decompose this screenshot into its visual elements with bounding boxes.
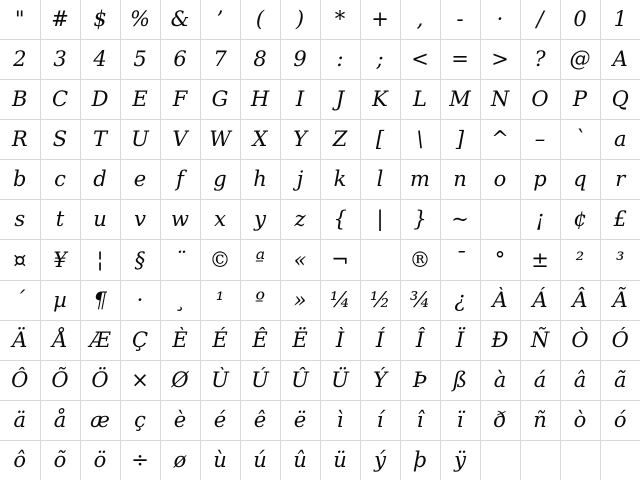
glyph-cell[interactable]: t [40, 200, 80, 240]
glyph-cell[interactable]: C [40, 79, 80, 119]
glyph-row [0, 280, 640, 320]
glyph-cell[interactable]: « [280, 240, 320, 280]
glyph-cell[interactable]: Ì [320, 320, 360, 360]
glyph-cell[interactable]: ó [600, 401, 640, 441]
glyph-cell[interactable]: A [600, 39, 640, 79]
glyph-cell[interactable]: r [600, 160, 640, 200]
glyph-cell[interactable]: ? [520, 39, 560, 79]
glyph-cell[interactable]: ³ [600, 240, 640, 280]
glyph-cell[interactable]: | [360, 200, 400, 240]
glyph-row [0, 160, 640, 200]
glyph-cell[interactable]: ¿ [440, 280, 480, 320]
glyph-cell[interactable]: c [40, 160, 80, 200]
glyph-cell[interactable]: - [440, 0, 480, 39]
glyph-cell[interactable]: / [520, 0, 560, 39]
glyph-row [0, 320, 640, 360]
glyph-cell[interactable]: = [440, 39, 480, 79]
glyph-cell[interactable]: T [80, 120, 120, 160]
glyph-cell[interactable]: " [0, 0, 40, 39]
glyph-cell[interactable]: ´ [0, 280, 40, 320]
glyph-cell[interactable]: Â [560, 280, 600, 320]
glyph-cell[interactable] [480, 441, 520, 480]
glyph-cell[interactable]: ï [440, 401, 480, 441]
glyph-cell[interactable]: £ [600, 200, 640, 240]
glyph-cell[interactable]: » [280, 280, 320, 320]
glyph-cell[interactable]: $ [80, 0, 120, 39]
glyph-cell[interactable]: ² [560, 240, 600, 280]
glyph-cell[interactable]: ò [560, 401, 600, 441]
glyph-cell[interactable]: , [400, 0, 440, 39]
glyph-cell[interactable]: ± [520, 240, 560, 280]
glyph-cell[interactable]: Æ [80, 320, 120, 360]
glyph-cell[interactable]: O [520, 79, 560, 119]
glyph-cell[interactable] [600, 441, 640, 480]
glyph-cell[interactable]: E [120, 79, 160, 119]
glyph-cell[interactable]: ¦ [80, 240, 120, 280]
glyph-cell[interactable]: ü [320, 441, 360, 480]
glyph-cell[interactable]: × [120, 360, 160, 400]
glyph-cell[interactable]: g [200, 160, 240, 200]
glyph-cell[interactable]: æ [80, 401, 120, 441]
glyph-cell[interactable]: Q [600, 79, 640, 119]
glyph-cell[interactable]: # [40, 0, 80, 39]
glyph-cell[interactable]: Ö [80, 360, 120, 400]
glyph-cell[interactable]: Ý [360, 360, 400, 400]
glyph-cell[interactable]: q [560, 160, 600, 200]
glyph-cell[interactable]: Ê [240, 320, 280, 360]
glyph-cell[interactable]: ø [160, 441, 200, 480]
glyph-cell[interactable]: > [480, 39, 520, 79]
glyph-cell[interactable]: 9 [280, 39, 320, 79]
glyph-cell[interactable]: m [400, 160, 440, 200]
glyph-cell[interactable]: \ [400, 120, 440, 160]
glyph-cell[interactable]: } [400, 200, 440, 240]
glyph-cell[interactable]: y [240, 200, 280, 240]
glyph-cell[interactable]: f [160, 160, 200, 200]
glyph-cell[interactable]: ß [440, 360, 480, 400]
glyph-cell[interactable]: P [560, 79, 600, 119]
glyph-cell[interactable]: – [520, 120, 560, 160]
glyph-cell[interactable]: ã [600, 360, 640, 400]
glyph-cell[interactable]: ¸ [160, 280, 200, 320]
glyph-cell[interactable]: ô [0, 441, 40, 480]
glyph-cell[interactable]: n [440, 160, 480, 200]
glyph-cell[interactable]: Þ [400, 360, 440, 400]
glyph-cell[interactable]: L [400, 79, 440, 119]
glyph-cell[interactable]: ö [80, 441, 120, 480]
glyph-cell[interactable]: ½ [360, 280, 400, 320]
glyph-cell[interactable]: B [0, 79, 40, 119]
glyph-cell[interactable]: Ð [480, 320, 520, 360]
glyph-cell[interactable]: ` [560, 120, 600, 160]
glyph-cell[interactable]: { [320, 200, 360, 240]
glyph-cell[interactable]: Ô [0, 360, 40, 400]
glyph-cell[interactable]: þ [400, 441, 440, 480]
glyph-cell[interactable]: É [200, 320, 240, 360]
glyph-cell[interactable]: d [80, 160, 120, 200]
glyph-row [0, 0, 640, 39]
glyph-cell[interactable]: 0 [560, 0, 600, 39]
glyph-cell[interactable]: I [280, 79, 320, 119]
glyph-cell[interactable] [360, 240, 400, 280]
glyph-cell[interactable]: Ñ [520, 320, 560, 360]
glyph-cell[interactable]: Ò [560, 320, 600, 360]
glyph-cell[interactable]: [ [360, 120, 400, 160]
glyph-cell[interactable]: ª [240, 240, 280, 280]
glyph-cell[interactable]: ¨ [160, 240, 200, 280]
glyph-row [0, 401, 640, 441]
glyph-cell[interactable]: Ü [320, 360, 360, 400]
glyph-cell[interactable]: À [480, 280, 520, 320]
glyph-cell[interactable]: ; [360, 39, 400, 79]
glyph-cell[interactable]: Y [280, 120, 320, 160]
glyph-cell[interactable]: 8 [240, 39, 280, 79]
glyph-cell[interactable]: s [0, 200, 40, 240]
glyph-row [0, 200, 640, 240]
glyph-cell[interactable]: í [360, 401, 400, 441]
glyph-cell[interactable]: à [480, 360, 520, 400]
glyph-row [0, 120, 640, 160]
glyph-cell[interactable]: ¥ [40, 240, 80, 280]
glyph-cell[interactable]: 5 [120, 39, 160, 79]
glyph-cell[interactable]: ¶ [80, 280, 120, 320]
glyph-cell[interactable]: Z [320, 120, 360, 160]
glyph-cell[interactable]: x [200, 200, 240, 240]
glyph-cell[interactable]: J [320, 79, 360, 119]
glyph-cell[interactable]: U [120, 120, 160, 160]
glyph-cell[interactable]: Ã [600, 280, 640, 320]
glyph-cell[interactable]: ý [360, 441, 400, 480]
glyph-cell[interactable]: R [0, 120, 40, 160]
glyph-cell[interactable]: K [360, 79, 400, 119]
glyph-cell[interactable]: p [520, 160, 560, 200]
glyph-cell[interactable]: î [400, 401, 440, 441]
glyph-row [0, 360, 640, 400]
glyph-cell[interactable]: Å [40, 320, 80, 360]
glyph-cell[interactable]: ( [240, 0, 280, 39]
glyph-row [0, 39, 640, 79]
glyph-cell[interactable]: h [240, 160, 280, 200]
glyph-cell[interactable]: · [480, 0, 520, 39]
glyph-cell[interactable]: ¬ [320, 240, 360, 280]
glyph-cell[interactable]: v [120, 200, 160, 240]
glyph-cell[interactable]: µ [40, 280, 80, 320]
glyph-cell[interactable]: Ä [0, 320, 40, 360]
glyph-cell[interactable]: 1 [600, 0, 640, 39]
glyph-cell[interactable]: F [160, 79, 200, 119]
glyph-cell[interactable]: j [280, 160, 320, 200]
glyph-cell[interactable]: 6 [160, 39, 200, 79]
glyph-cell[interactable]: N [480, 79, 520, 119]
glyph-cell[interactable]: ^ [480, 120, 520, 160]
glyph-cell[interactable]: 2 [0, 39, 40, 79]
glyph-cell[interactable]: © [200, 240, 240, 280]
glyph-cell[interactable]: Ù [200, 360, 240, 400]
glyph-cell[interactable]: â [560, 360, 600, 400]
glyph-cell[interactable]: ä [0, 401, 40, 441]
glyph-cell[interactable]: È [160, 320, 200, 360]
glyph-cell[interactable]: Í [360, 320, 400, 360]
glyph-cell[interactable]: å [40, 401, 80, 441]
glyph-cell[interactable]: º [240, 280, 280, 320]
glyph-cell[interactable]: Ç [120, 320, 160, 360]
glyph-cell[interactable]: Á [520, 280, 560, 320]
glyph-cell[interactable]: @ [560, 39, 600, 79]
glyph-cell[interactable]: ) [280, 0, 320, 39]
glyph-cell[interactable]: l [360, 160, 400, 200]
glyph-cell[interactable]: < [400, 39, 440, 79]
glyph-cell[interactable]: X [240, 120, 280, 160]
glyph-cell[interactable]: Ï [440, 320, 480, 360]
glyph-cell[interactable]: ¾ [400, 280, 440, 320]
glyph-cell[interactable]: á [520, 360, 560, 400]
glyph-cell[interactable]: Ø [160, 360, 200, 400]
glyph-cell[interactable]: ë [280, 401, 320, 441]
glyph-cell[interactable]: S [40, 120, 80, 160]
glyph-cell[interactable]: õ [40, 441, 80, 480]
glyph-cell[interactable] [520, 441, 560, 480]
glyph-cell[interactable]: ¢ [560, 200, 600, 240]
glyph-cell[interactable]: ÿ [440, 441, 480, 480]
glyph-cell[interactable]: ¯ [440, 240, 480, 280]
glyph-cell[interactable]: a [600, 120, 640, 160]
glyph-cell[interactable]: · [120, 280, 160, 320]
glyph-row [0, 240, 640, 280]
glyph-cell[interactable]: 7 [200, 39, 240, 79]
glyph-cell[interactable]: 4 [80, 39, 120, 79]
glyph-row [0, 79, 640, 119]
glyph-cell[interactable]: è [160, 401, 200, 441]
glyph-cell[interactable]: Ú [240, 360, 280, 400]
glyph-cell[interactable]: e [120, 160, 160, 200]
glyph-cell[interactable]: ù [200, 441, 240, 480]
glyph-cell[interactable]: ® [400, 240, 440, 280]
glyph-cell[interactable]: Ë [280, 320, 320, 360]
glyph-cell[interactable]: û [280, 441, 320, 480]
glyph-cell[interactable]: 3 [40, 39, 80, 79]
glyph-cell[interactable]: é [200, 401, 240, 441]
glyph-cell[interactable]: ç [120, 401, 160, 441]
glyph-cell[interactable]: ì [320, 401, 360, 441]
glyph-cell[interactable]: G [200, 79, 240, 119]
glyph-cell[interactable]: u [80, 200, 120, 240]
glyph-cell[interactable]: + [360, 0, 400, 39]
glyph-cell[interactable]: ° [480, 240, 520, 280]
glyph-cell[interactable]: ñ [520, 401, 560, 441]
glyph-cell[interactable]: & [160, 0, 200, 39]
glyph-cell[interactable]: o [480, 160, 520, 200]
glyph-cell[interactable]: Û [280, 360, 320, 400]
glyph-cell[interactable]: ê [240, 401, 280, 441]
glyph-cell[interactable]: V [160, 120, 200, 160]
glyph-cell[interactable]: k [320, 160, 360, 200]
glyph-cell[interactable]: W [200, 120, 240, 160]
glyph-cell[interactable]: ’ [200, 0, 240, 39]
glyph-cell[interactable]: z [280, 200, 320, 240]
glyph-cell[interactable]: ] [440, 120, 480, 160]
glyph-cell[interactable]: § [120, 240, 160, 280]
glyph-cell[interactable]: Õ [40, 360, 80, 400]
glyph-cell[interactable]: ~ [440, 200, 480, 240]
glyph-cell[interactable] [560, 441, 600, 480]
glyph-cell[interactable]: ¹ [200, 280, 240, 320]
glyph-cell[interactable]: w [160, 200, 200, 240]
glyph-cell[interactable]: : [320, 39, 360, 79]
glyph-cell[interactable]: D [80, 79, 120, 119]
glyph-cell[interactable]: b [0, 160, 40, 200]
glyph-cell[interactable]: ð [480, 401, 520, 441]
glyph-cell[interactable]: Ó [600, 320, 640, 360]
glyph-row [0, 441, 640, 480]
glyph-cell[interactable]: ú [240, 441, 280, 480]
glyph-cell[interactable]: ¡ [520, 200, 560, 240]
glyph-cell[interactable]: M [440, 79, 480, 119]
glyph-cell[interactable]: Î [400, 320, 440, 360]
glyph-cell[interactable]: ¤ [0, 240, 40, 280]
glyph-cell[interactable]: * [320, 0, 360, 39]
glyph-cell[interactable]: H [240, 79, 280, 119]
glyph-cell[interactable]: ÷ [120, 441, 160, 480]
glyph-cell[interactable] [480, 200, 520, 240]
glyph-cell[interactable]: % [120, 0, 160, 39]
glyph-cell[interactable]: ¼ [320, 280, 360, 320]
